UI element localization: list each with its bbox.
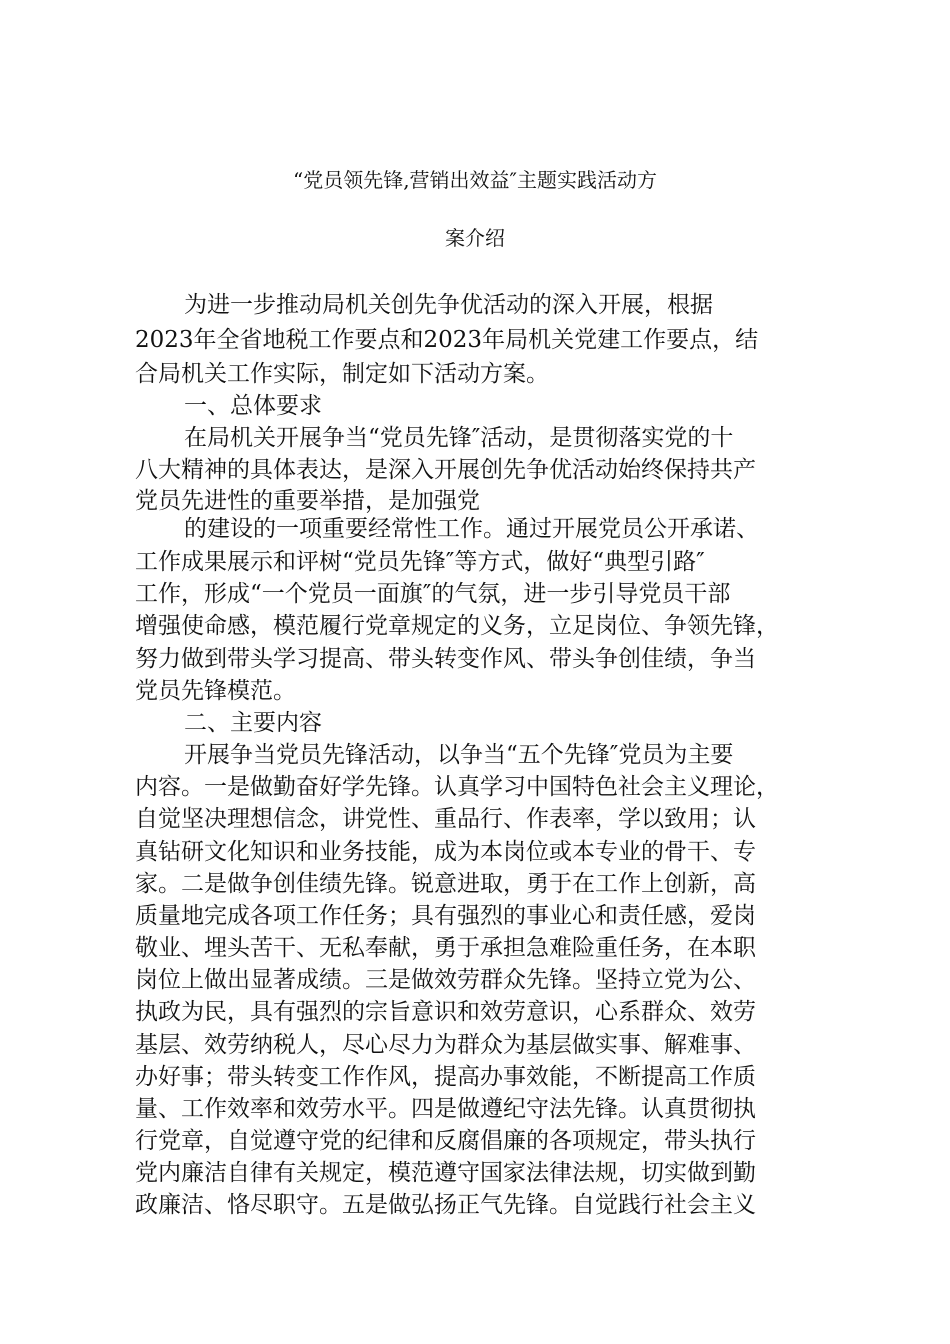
body-line: 增强使命感，模范履行党章规定的义务，立足岗位、争领先锋， [135,613,779,639]
body-line: 质量地完成各项工作任务；具有强烈的事业心和责任感，爱岗 [135,903,756,929]
body-line: 为进一步推动局机关创先争优活动的深入开展，根据 [184,292,713,318]
body-line: 敬业、埋头苦干、无私奉献，勇于承担急难险重任务，在本职 [135,935,756,961]
body-line: 合局机关工作实际，制定如下活动方案。 [135,361,549,387]
body-line: 执政为民，具有强烈的宗旨意识和效劳意识，心系群众、效劳 [135,999,756,1025]
body-line: 在局机关开展争当“党员先锋″活动，是贯彻落实党的十 [184,425,734,451]
section-heading: 一、总体要求 [184,393,322,419]
body-line: 2023年全省地税工作要点和2023年局机关党建工作要点，结 [135,327,759,353]
body-line: 岗位上做出显著成绩。三是做效劳群众先锋。坚持立党为公、 [135,967,756,993]
section-heading: 二、主要内容 [184,710,322,736]
body-line: 党员先进性的重要举措，是加强党 [135,488,480,514]
body-line: 开展争当党员先锋活动，以争当“五个先锋″党员为主要 [184,742,734,768]
body-line: 自觉坚决理想信念，讲党性、重品行、作表率，学以致用；认 [135,806,756,832]
body-line: 工作成果展示和评树“党员先锋″等方式，做好“典型引路″ [135,549,705,575]
body-line: 工作，形成“一个党员一面旗″的气氛，进一步引导党员干部 [135,581,731,607]
body-line: 量、工作效率和效劳水平。四是做遵纪守法先锋。认真贯彻执 [135,1096,756,1122]
body-line: 家。二是做争创佳绩先锋。锐意进取，勇于在工作上创新，高 [135,871,756,897]
body-line: 党内廉洁自律有关规定，模范遵守国家法律法规，切实做到勤 [135,1160,756,1186]
body-line: 真钻研文化知识和业务技能，成为本岗位或本专业的骨干、专 [135,839,756,865]
body-line: 八大精神的具体表达，是深入开展创先争优活动始终保持共产 [135,457,756,483]
body-line: 基层、效劳纳税人，尽心尽力为群众为基层做实事、解难事、 [135,1032,756,1058]
body-line: 政廉洁、恪尽职守。五是做弘扬正气先锋。自觉践行社会主义 [135,1192,756,1218]
body-line: 办好事；带头转变工作作风，提高办事效能，不断提高工作质 [135,1064,756,1090]
body-line: 行党章，自觉遵守党的纪律和反腐倡廉的各项规定，带头执行 [135,1128,756,1154]
document-title-line-2: 案介绍 [445,226,505,250]
body-line: 的建设的一项重要经常性工作。通过开展党员公开承诺、 [184,516,759,542]
body-line: 内容。一是做勤奋好学先锋。认真学习中国特色社会主义理论， [135,774,779,800]
body-line: 党员先锋模范。 [135,678,296,704]
document-title-line-1: “党员领先锋,营销出效益″主题实践活动方 [292,168,658,192]
body-line: 努力做到带头学习提高、带头转变作风、带头争创佳绩，争当 [135,646,756,672]
